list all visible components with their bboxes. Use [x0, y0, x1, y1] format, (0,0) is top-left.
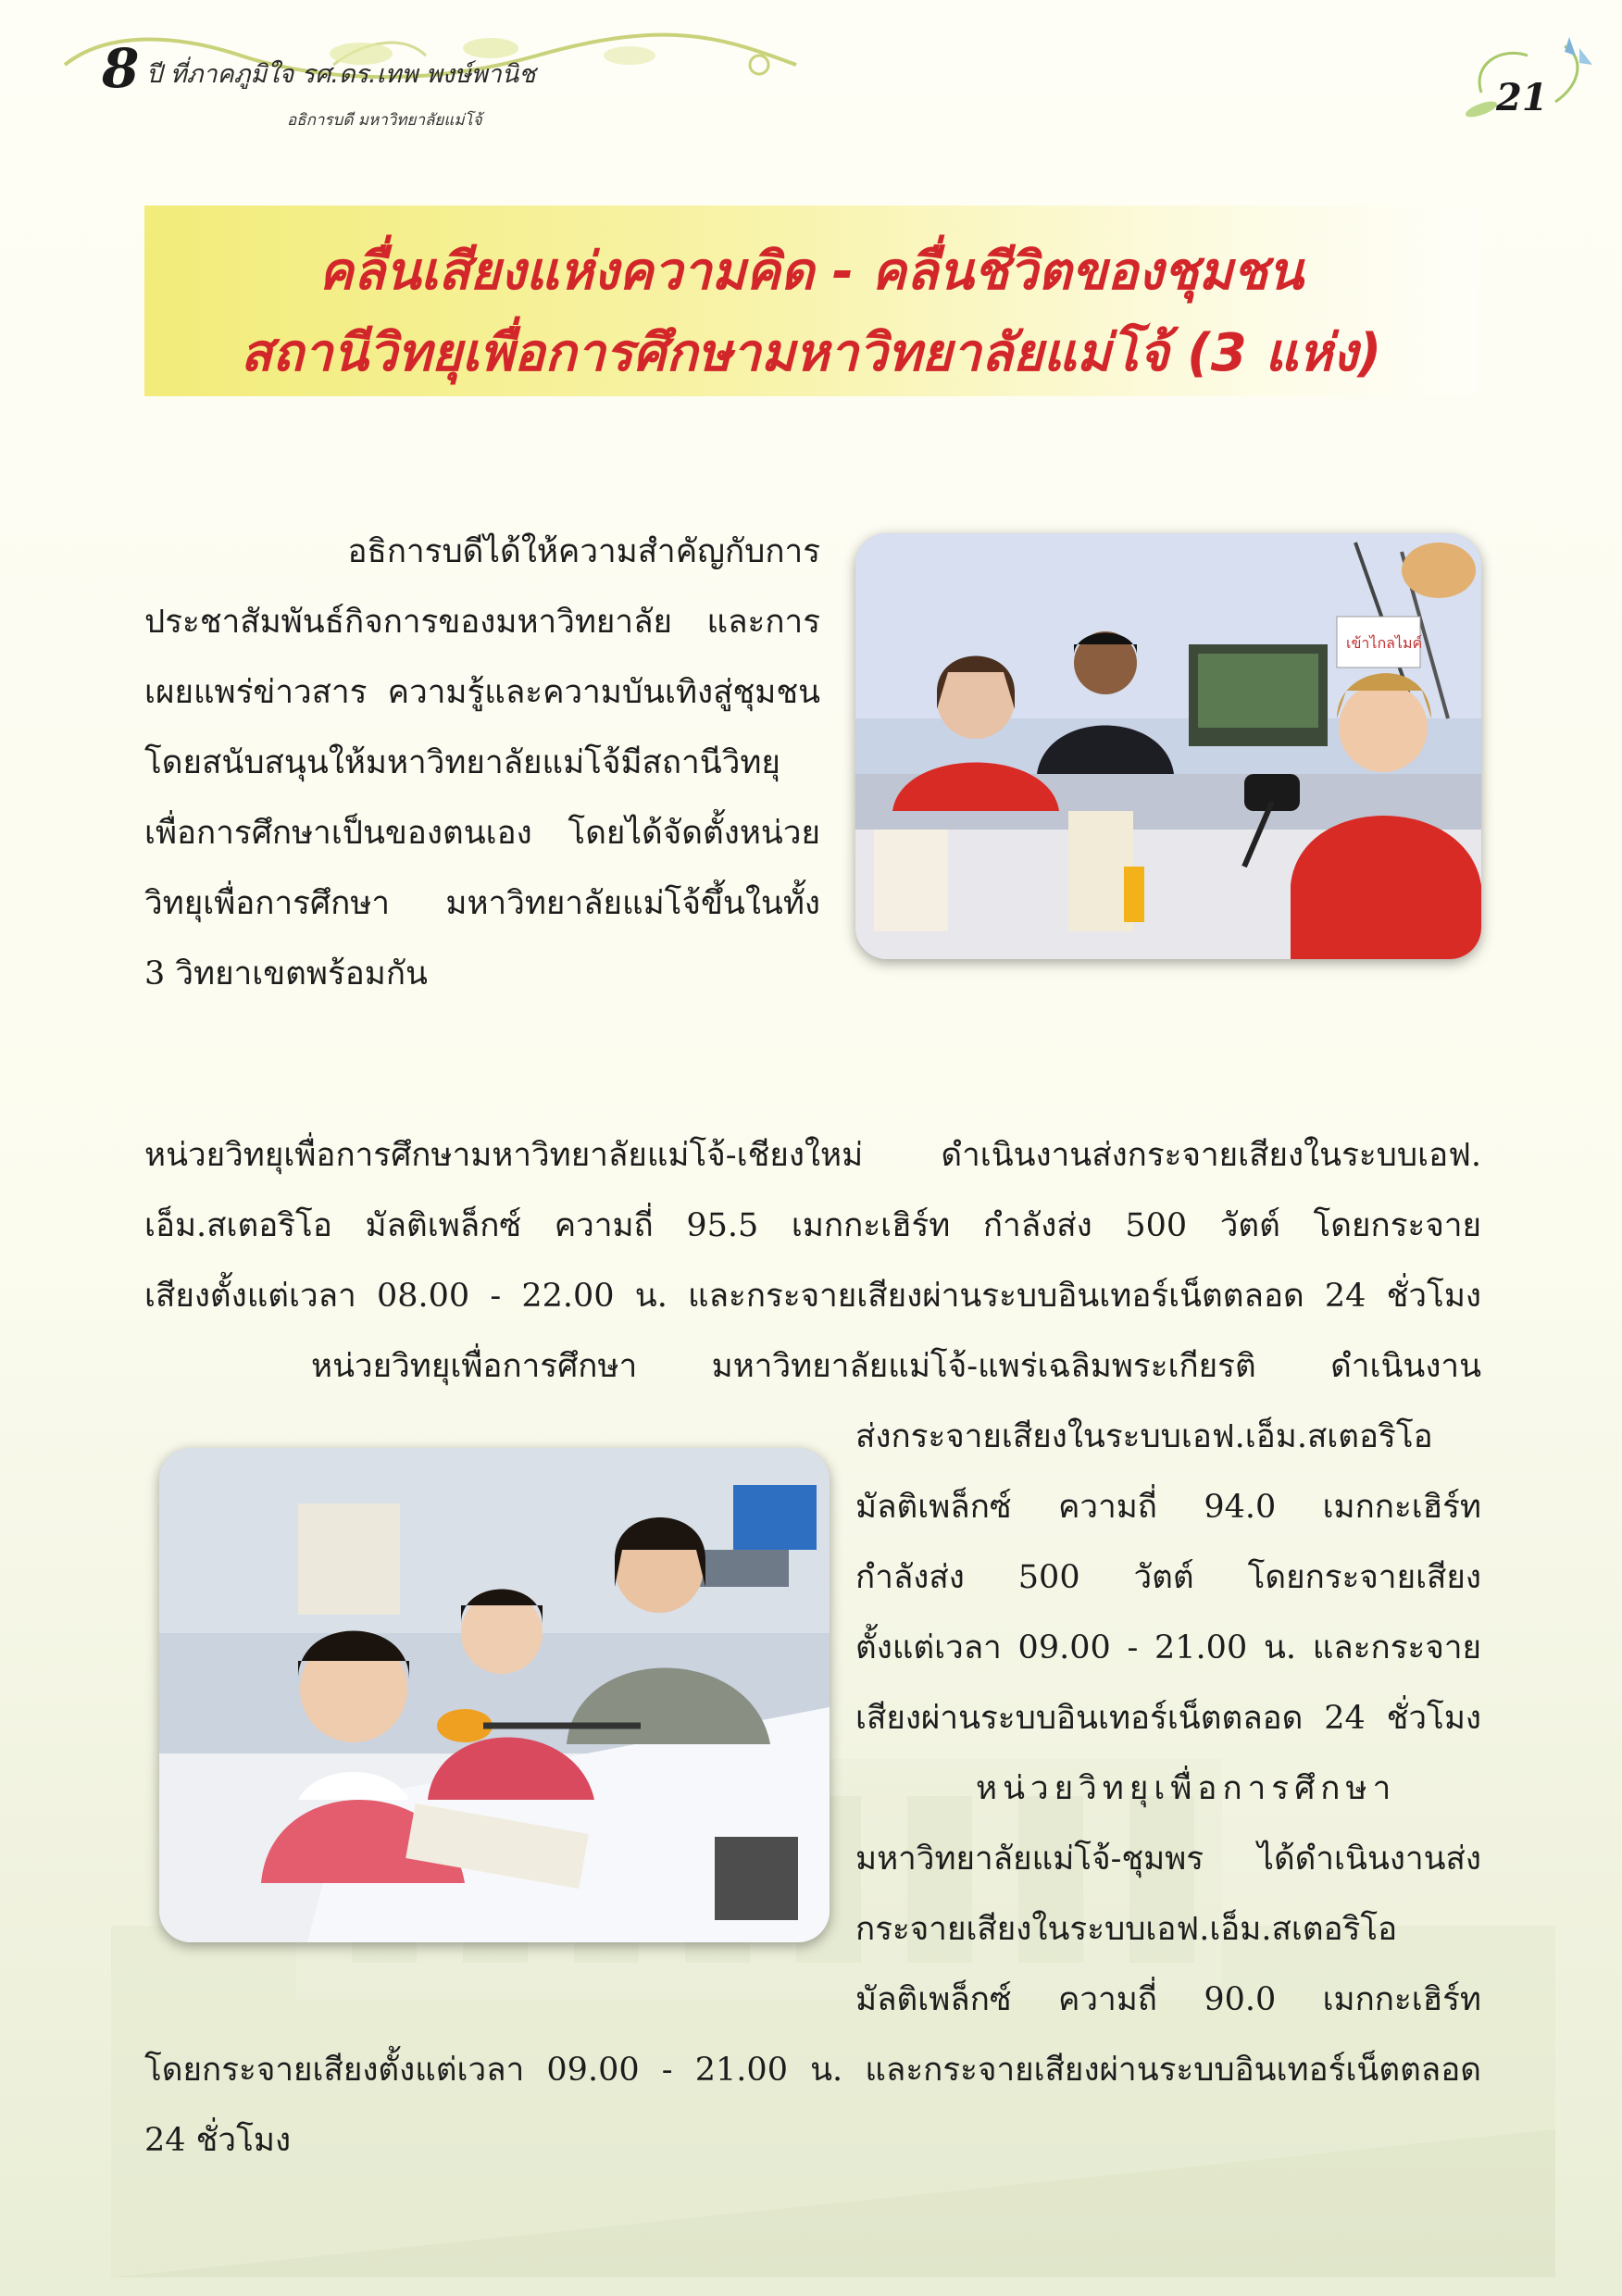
text-line: เอ็ม.สเตอริโอ มัลติเพล็กซ์ ความถี่ 95.5 เมกกะเฮิร์ท กำลังส่ง 500 วัตต์ โดยกระจาย: [144, 1207, 1481, 1244]
text-line: 3 วิทยาเขตพร้อมกัน: [144, 955, 428, 992]
text-line: 24 ชั่วโมง: [144, 2122, 292, 2159]
text-line: เสียงผ่านระบบอินเทอร์เน็ตตลอด 24 ชั่วโมง: [855, 1700, 1481, 1737]
text-line: ส่งกระจายเสียงในระบบเอฟ.เอ็ม.สเตอริโอ: [855, 1418, 1433, 1455]
title-banner: [144, 206, 1478, 396]
text-line: เพื่อการศึกษาเป็นของตนเอง โดยได้จัดตั้งหน่วย: [144, 815, 820, 852]
text-line: หน่วยวิทยุเพื่อการศึกษามหาวิทยาลัยแม่โจ้-เชียงใหม่ ดำเนินงานส่งกระจายเสียงในระบบเอฟ.: [144, 1137, 1481, 1174]
header-subtitle: อธิการบดี มหาวิทยาลัยแม่โจ้: [287, 111, 482, 130]
page-number-badge: [1444, 28, 1602, 130]
intro-paragraph: [144, 517, 820, 1009]
page-number: 21: [1496, 76, 1548, 119]
text-line: ประชาสัมพันธ์กิจการของมหาวิทยาลัย และการ: [144, 604, 820, 641]
text-line: หน่วยวิทยุเพื่อการศึกษา: [976, 1770, 1397, 1807]
phrae-chumphon-paragraph: [855, 1402, 1481, 2035]
page-subtitle: สถานีวิทยุเพื่อการศึกษามหาวิทยาลัยแม่โจ้ (3 แห่ง): [240, 323, 1382, 383]
radio-studio-photo: [855, 533, 1481, 959]
text-line: ตั้งแต่เวลา 09.00 - 21.00 น. และกระจาย: [855, 1629, 1481, 1666]
studio-sign-text: เข้าไกลไมค์: [1346, 634, 1423, 652]
text-line: มหาวิทยาลัยแม่โจ้-ชุมพร ได้ดำเนินงานส่ง: [855, 1841, 1481, 1878]
children-broadcast-photo: [159, 1448, 830, 1942]
header-title: ปี ที่ภาคภูมิใจ รศ.ดร.เทพ พงษ์พานิช: [146, 60, 536, 89]
text-line: กำลังส่ง 500 วัตต์ โดยกระจายเสียง: [855, 1559, 1481, 1596]
text-line: หน่วยวิทยุเพื่อการศึกษา มหาวิทยาลัยแม่โจ้-แพร่เฉลิมพระเกียรติ ดำเนินงาน: [311, 1348, 1481, 1385]
text-line: โดยสนับสนุนให้มหาวิทยาลัยแม่โจ้มีสถานีวิทยุ: [144, 744, 780, 781]
text-line: วิทยุเพื่อการศึกษา มหาวิทยาลัยแม่โจ้ขึ้นในทั้ง: [144, 885, 820, 922]
text-line: เผยแพร่ข่าวสาร ความรู้และความบันเทิงสู่ชุมชน: [144, 674, 820, 711]
header-number: 8: [102, 37, 140, 100]
text-line: อธิการบดีได้ให้ความสำคัญกับการ: [347, 533, 820, 570]
closing-paragraph: [144, 2035, 1481, 2176]
text-line: มัลติเพล็กซ์ ความถี่ 90.0 เมกกะเฮิร์ท: [855, 1981, 1481, 2018]
text-line: เสียงตั้งแต่เวลา 08.00 - 22.00 น. และกระจายเสียงผ่านระบบอินเทอร์เน็ตตลอด 24 ชั่วโมง: [144, 1278, 1481, 1315]
page-title: คลื่นเสียงแห่งความคิด - คลื่นชีวิตของชุมชน: [318, 242, 1304, 302]
chiangmai-station-paragraph: [144, 1120, 1481, 1402]
text-line: กระจายเสียงในระบบเอฟ.เอ็ม.สเตอริโอ: [855, 1911, 1398, 1948]
running-header: [102, 37, 750, 130]
text-line: โดยกระจายเสียงตั้งแต่เวลา 09.00 - 21.00 น. และกระจายเสียงผ่านระบบอินเทอร์เน็ตตลอด: [144, 2052, 1481, 2089]
text-line: มัลติเพล็กซ์ ความถี่ 94.0 เมกกะเฮิร์ท: [855, 1489, 1481, 1526]
